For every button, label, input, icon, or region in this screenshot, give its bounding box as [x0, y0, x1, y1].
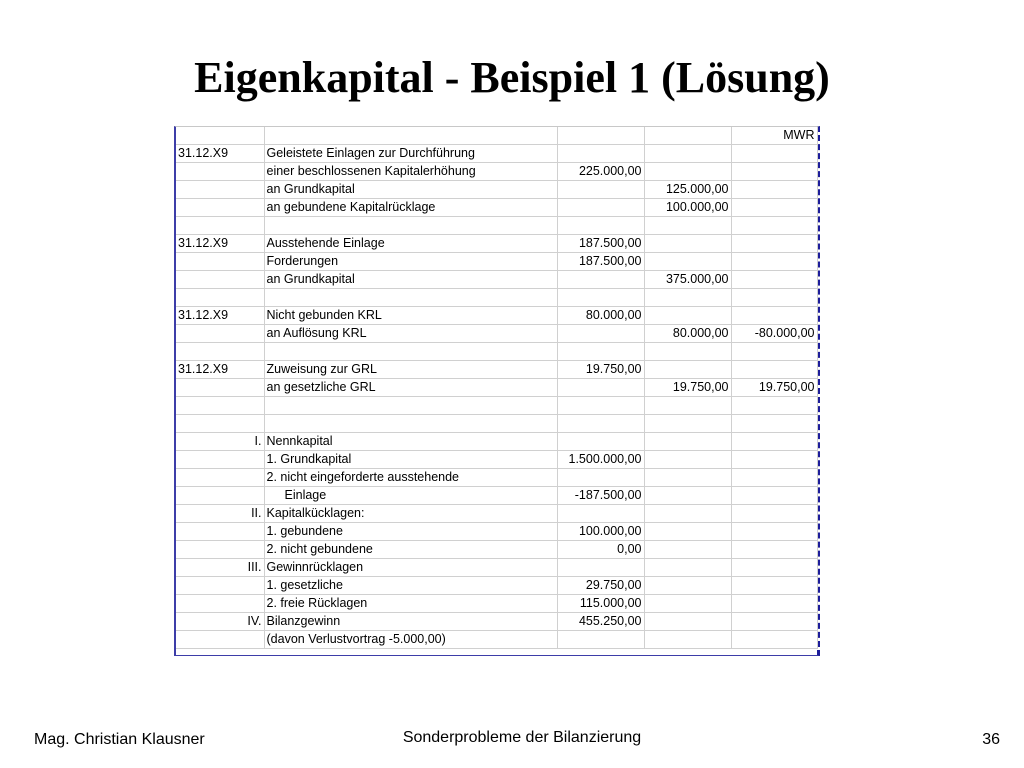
table-cell: [557, 289, 644, 307]
table-cell: [176, 397, 264, 415]
table-row: [176, 595, 817, 613]
table-row: [176, 397, 817, 415]
table-cell: [644, 235, 731, 253]
table-cell: 2. nicht eingeforderte ausstehende: [264, 469, 557, 487]
table-cell: -80.000,00: [731, 325, 817, 343]
table-cell: [731, 631, 817, 649]
table-row: [176, 379, 817, 397]
table-cell: [644, 505, 731, 523]
table-cell: [557, 271, 644, 289]
table-cell: Ausstehende Einlage: [264, 235, 557, 253]
table-cell: [731, 577, 817, 595]
table-cell: [644, 163, 731, 181]
table-row: [176, 217, 817, 235]
table-row: [176, 307, 817, 325]
table-cell: [644, 541, 731, 559]
table-row: [176, 145, 817, 163]
table-cell: einer beschlossenen Kapitalerhöhung: [264, 163, 557, 181]
table-cell: [731, 181, 817, 199]
table-cell: [644, 343, 731, 361]
table-cell: 187.500,00: [557, 253, 644, 271]
table-cell: [731, 271, 817, 289]
table-cell: [731, 415, 817, 433]
table-cell: [644, 523, 731, 541]
table-row: [176, 181, 817, 199]
table-cell: [731, 343, 817, 361]
table-cell: [557, 559, 644, 577]
table-cell: [731, 199, 817, 217]
table-cell: [176, 163, 264, 181]
table-cell: [731, 235, 817, 253]
table-cell: [176, 181, 264, 199]
table-cell: [731, 433, 817, 451]
spreadsheet-excerpt: [174, 126, 820, 656]
table-cell: 29.750,00: [557, 577, 644, 595]
table-cell: [557, 343, 644, 361]
table-cell: [176, 595, 264, 613]
table-row: [176, 343, 817, 361]
table-row: [176, 505, 817, 523]
table-cell: Bilanzgewinn: [264, 613, 557, 631]
table-cell: [557, 199, 644, 217]
table-cell: [731, 253, 817, 271]
table-cell: 31.12.X9: [176, 361, 264, 379]
table-cell: 2. freie Rücklagen: [264, 595, 557, 613]
table-row: [176, 469, 817, 487]
table-cell: 1. Grundkapital: [264, 451, 557, 469]
table-cell: Kapitalkücklagen:: [264, 505, 557, 523]
table-row: [176, 415, 817, 433]
table-cell: [644, 127, 731, 145]
table-cell: 80.000,00: [557, 307, 644, 325]
bookings-table-body: [176, 127, 817, 649]
table-cell: [557, 469, 644, 487]
table-cell: 2. nicht gebundene: [264, 541, 557, 559]
table-row: [176, 541, 817, 559]
table-cell: [176, 253, 264, 271]
table-cell: [731, 559, 817, 577]
table-cell: [731, 163, 817, 181]
table-cell: [264, 415, 557, 433]
table-cell: MWR: [731, 127, 817, 145]
table-cell: [176, 217, 264, 235]
table-cell: [644, 361, 731, 379]
table-cell: [176, 523, 264, 541]
table-cell: [731, 451, 817, 469]
table-cell: [731, 289, 817, 307]
table-cell: [557, 415, 644, 433]
table-cell: an Auflösung KRL: [264, 325, 557, 343]
table-cell: [176, 379, 264, 397]
table-row: [176, 487, 817, 505]
table-row: [176, 271, 817, 289]
table-cell: [176, 127, 264, 145]
table-cell: 31.12.X9: [176, 235, 264, 253]
table-cell: [176, 577, 264, 595]
table-cell: [264, 397, 557, 415]
table-cell: [644, 487, 731, 505]
table-cell: [557, 181, 644, 199]
table-cell: [644, 433, 731, 451]
table-cell: Nennkapital: [264, 433, 557, 451]
table-cell: [176, 451, 264, 469]
table-cell: [264, 127, 557, 145]
table-cell: an Grundkapital: [264, 271, 557, 289]
table-cell: [644, 397, 731, 415]
table-cell: 375.000,00: [644, 271, 731, 289]
table-row: [176, 361, 817, 379]
table-cell: [644, 145, 731, 163]
table-cell: [264, 343, 557, 361]
table-cell: 1.500.000,00: [557, 451, 644, 469]
table-cell: Nicht gebunden KRL: [264, 307, 557, 325]
table-cell: [176, 199, 264, 217]
table-cell: [644, 451, 731, 469]
table-row: [176, 325, 817, 343]
table-cell: [731, 469, 817, 487]
table-cell: [731, 505, 817, 523]
table-cell: [176, 541, 264, 559]
table-cell: [731, 595, 817, 613]
table-row: [176, 577, 817, 595]
table-cell: [644, 253, 731, 271]
table-cell: an gebundene Kapitalrücklage: [264, 199, 557, 217]
table-cell: I.: [176, 433, 264, 451]
table-cell: [557, 379, 644, 397]
table-cell: [557, 127, 644, 145]
table-cell: 187.500,00: [557, 235, 644, 253]
table-row: [176, 631, 817, 649]
table-cell: II.: [176, 505, 264, 523]
table-cell: 1. gebundene: [264, 523, 557, 541]
table-row: [176, 451, 817, 469]
table-cell: 0,00: [557, 541, 644, 559]
table-cell: [557, 505, 644, 523]
table-cell: [644, 595, 731, 613]
table-cell: -187.500,00: [557, 487, 644, 505]
table-row: [176, 235, 817, 253]
footer-topic: Sonderprobleme der Bilanzierung: [402, 729, 642, 746]
table-cell: Einlage: [264, 487, 557, 505]
table-cell: [731, 541, 817, 559]
footer-page-number: 36: [982, 731, 1000, 748]
table-cell: [176, 487, 264, 505]
table-row: [176, 433, 817, 451]
table-cell: [644, 289, 731, 307]
slide-title: Eigenkapital - Beispiel 1 (Lösung): [194, 53, 830, 102]
bookings-table: [176, 127, 818, 649]
table-row: [176, 523, 817, 541]
table-cell: [176, 469, 264, 487]
table-cell: 455.250,00: [557, 613, 644, 631]
table-cell: [644, 415, 731, 433]
table-cell: [557, 433, 644, 451]
table-cell: [264, 217, 557, 235]
table-cell: an gesetzliche GRL: [264, 379, 557, 397]
table-cell: 19.750,00: [557, 361, 644, 379]
table-cell: 80.000,00: [644, 325, 731, 343]
table-cell: (davon Verlustvortrag -5.000,00): [264, 631, 557, 649]
table-cell: 31.12.X9: [176, 307, 264, 325]
table-cell: [176, 289, 264, 307]
table-cell: III.: [176, 559, 264, 577]
table-row: [176, 163, 817, 181]
table-cell: 125.000,00: [644, 181, 731, 199]
table-cell: [557, 631, 644, 649]
table-row: [176, 559, 817, 577]
table-row: [176, 289, 817, 307]
table-cell: [644, 559, 731, 577]
table-cell: [731, 145, 817, 163]
table-cell: [264, 289, 557, 307]
table-cell: Geleistete Einlagen zur Durchführung: [264, 145, 557, 163]
table-cell: [557, 145, 644, 163]
table-cell: Forderungen: [264, 253, 557, 271]
table-row: [176, 199, 817, 217]
table-row: [176, 253, 817, 271]
footer-author: Mag. Christian Klausner: [34, 731, 205, 748]
table-cell: [731, 613, 817, 631]
table-cell: an Grundkapital: [264, 181, 557, 199]
table-cell: IV.: [176, 613, 264, 631]
table-cell: [176, 415, 264, 433]
table-cell: [644, 469, 731, 487]
table-cell: [557, 325, 644, 343]
table-cell: 31.12.X9: [176, 145, 264, 163]
table-cell: 100.000,00: [557, 523, 644, 541]
table-cell: Zuweisung zur GRL: [264, 361, 557, 379]
table-cell: 115.000,00: [557, 595, 644, 613]
table-row: [176, 613, 817, 631]
table-cell: [731, 487, 817, 505]
table-cell: 100.000,00: [644, 199, 731, 217]
table-cell: [731, 523, 817, 541]
table-cell: [731, 397, 817, 415]
table-cell: 19.750,00: [731, 379, 817, 397]
table-cell: [731, 217, 817, 235]
table-cell: Gewinnrücklagen: [264, 559, 557, 577]
table-cell: [644, 307, 731, 325]
table-cell: [644, 577, 731, 595]
table-cell: [557, 397, 644, 415]
table-cell: 1. gesetzliche: [264, 577, 557, 595]
table-cell: [176, 271, 264, 289]
table-cell: [644, 613, 731, 631]
table-cell: [176, 325, 264, 343]
table-cell: [731, 307, 817, 325]
table-cell: [731, 361, 817, 379]
table-cell: [176, 631, 264, 649]
table-cell: [176, 343, 264, 361]
table-row: [176, 127, 817, 145]
table-cell: [644, 631, 731, 649]
table-cell: 225.000,00: [557, 163, 644, 181]
table-cell: [557, 217, 644, 235]
table-cell: 19.750,00: [644, 379, 731, 397]
table-cell: [644, 217, 731, 235]
